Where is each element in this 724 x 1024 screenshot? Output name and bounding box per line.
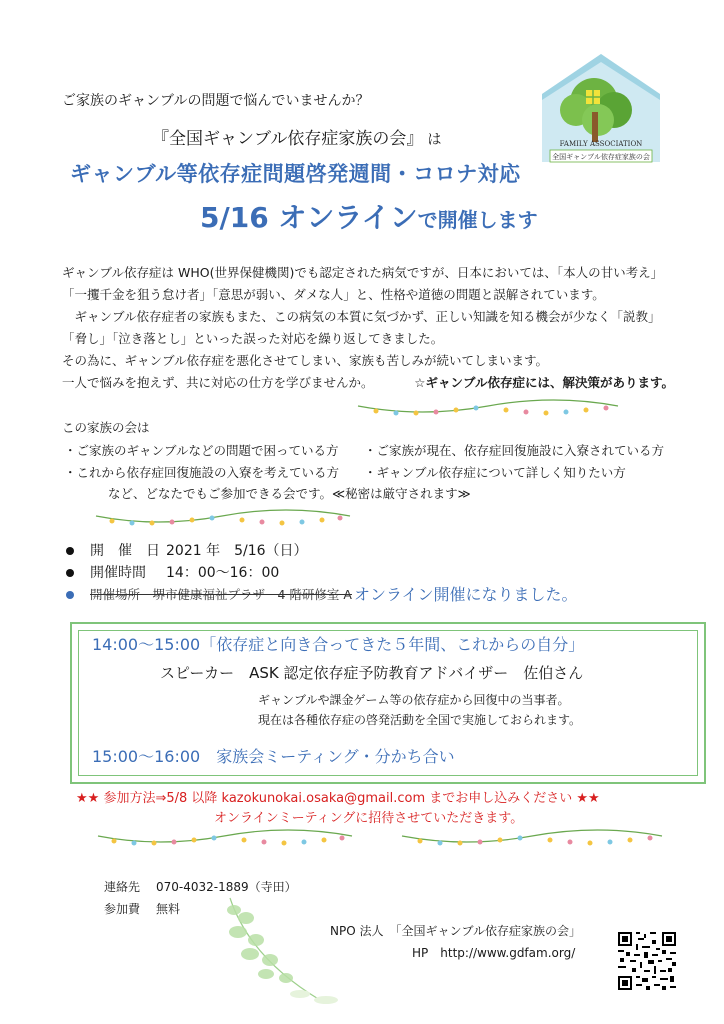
speaker-desc-line: ギャンブルや課金ゲーム等の依存症から回復中の当事者。 <box>258 693 570 707</box>
apply-email-link[interactable]: kazokunokai.osaka@gmail.com <box>221 791 426 806</box>
logo-caption-jp: 全国ギャンブル依存症家族の会 <box>552 153 650 161</box>
body-line: ギャンブル依存症者の家族もまた、この病気の本質に気づかず、正しい知識を知る機会が少なく「説教」 <box>62 309 661 324</box>
invite-note: オンラインミーティングに招待させていただきます。 <box>214 811 524 826</box>
event-details <box>66 540 577 606</box>
family-note: など、どなたでもご参加できる会です。≪秘密は厳守されます≫ <box>108 486 471 501</box>
session-2: 15:00～16:00 家族会ミーティング・分かち合い <box>92 747 455 766</box>
light-garland-icon <box>96 828 354 850</box>
light-garland-icon <box>94 508 352 530</box>
tel-value: 070-4032-1889（寺田） <box>156 880 297 894</box>
venue-struck: 開催場所 堺市健康福祉プラザ 4 階研修室 A <box>90 587 352 602</box>
qr-code-icon[interactable] <box>616 930 678 992</box>
body-line: その為に、ギャンブル依存症を悪化させてしまい、家族も苦しみが続いてしまいます。 <box>62 353 549 368</box>
footer-org <box>330 920 581 964</box>
date-headline <box>200 196 538 236</box>
org-title-line <box>152 124 441 149</box>
body-paragraph <box>62 262 692 394</box>
npo-name: NPO 法人 「全国ギャンブル依存症家族の会」 <box>330 924 581 938</box>
bullet-icon <box>66 569 74 577</box>
date-small: で開催します <box>417 208 538 232</box>
org-name: 『全国ギャンブル依存症家族の会』 <box>152 129 424 149</box>
speaker-line: スピーカー ASK 認定依存症予防教育アドバイザー 佐伯さん <box>160 664 584 682</box>
tel-label: 連絡先 <box>104 880 141 894</box>
solution-note: ☆ギャンブル依存症には、解決策があります。 <box>414 375 674 390</box>
org-suffix: は <box>427 132 442 148</box>
light-garland-icon <box>400 828 664 850</box>
family-association-logo <box>536 50 666 168</box>
body-line: 「一攫千金を狙う怠け者」「意思が弱い、ダメな人」と、性格や道徳の問題と誤解されています。 <box>62 287 605 302</box>
body-line: 一人で悩みを抱えず、共に対応の仕方を学びませんか。 <box>62 375 374 390</box>
light-garland-icon <box>356 398 620 420</box>
apply-suffix: までお申し込みください ★★ <box>425 791 600 806</box>
intro-question: ご家族のギャンブルの問題で悩んでいませんか？ <box>62 93 370 109</box>
fee-label: 参加費 <box>104 902 141 916</box>
date-value: 2021 年 5/16（日） <box>166 543 308 559</box>
list-item: ・ご家族のギャンブルなどの問題で困っている方 <box>64 443 339 458</box>
speaker-description <box>258 690 581 730</box>
bullet-icon <box>66 591 74 599</box>
hp-url-link[interactable]: http://www.gdfam.org/ <box>440 946 576 960</box>
time-label: 開催時間 <box>90 565 146 581</box>
time-value: 14：00～16：00 <box>166 565 280 581</box>
body-line: ギャンブル依存症は WHO(世界保健機関)でも認定された病気ですが、日本においては、「本人の甘い考え」 <box>62 265 664 280</box>
family-target-list <box>64 440 664 484</box>
family-section-title: この家族の会は <box>62 420 150 435</box>
logo-caption-en: FAMILY ASSOCIATION <box>559 140 643 148</box>
hp-label: HP <box>412 946 429 960</box>
apply-prefix: ★★ 参加方法⇒5/8 以降 <box>76 791 222 806</box>
fee-value: 無料 <box>156 902 181 916</box>
homepage-line <box>412 942 581 964</box>
speaker-desc-line: 現在は各種依存症の啓発活動を全国で実施しておられます。 <box>258 713 582 727</box>
date-label: 開 催 日 <box>90 543 160 559</box>
date-big: 5/16 オンライン <box>200 201 418 234</box>
session-1: 14:00～15:00「依存症と向き合ってきた５年間、これからの自分」 <box>92 635 585 654</box>
bullet-icon <box>66 547 74 555</box>
list-item: ・ギャンブル依存症について詳しく知りたい方 <box>364 465 626 480</box>
list-item: ・これから依存症回復施設の入寮を考えている方 <box>64 465 340 480</box>
venue-online-note: オンライン開催になりました。 <box>353 585 578 604</box>
body-line: 「脅し」「泣き落とし」といった誤った対応を繰り返してきました。 <box>62 331 444 346</box>
apply-method <box>76 787 600 806</box>
headline: ギャンブル等依存症問題啓発週間・コロナ対応 <box>70 162 521 186</box>
list-item: ・ご家族が現在、依存症回復施設に入寮されている方 <box>364 443 665 458</box>
